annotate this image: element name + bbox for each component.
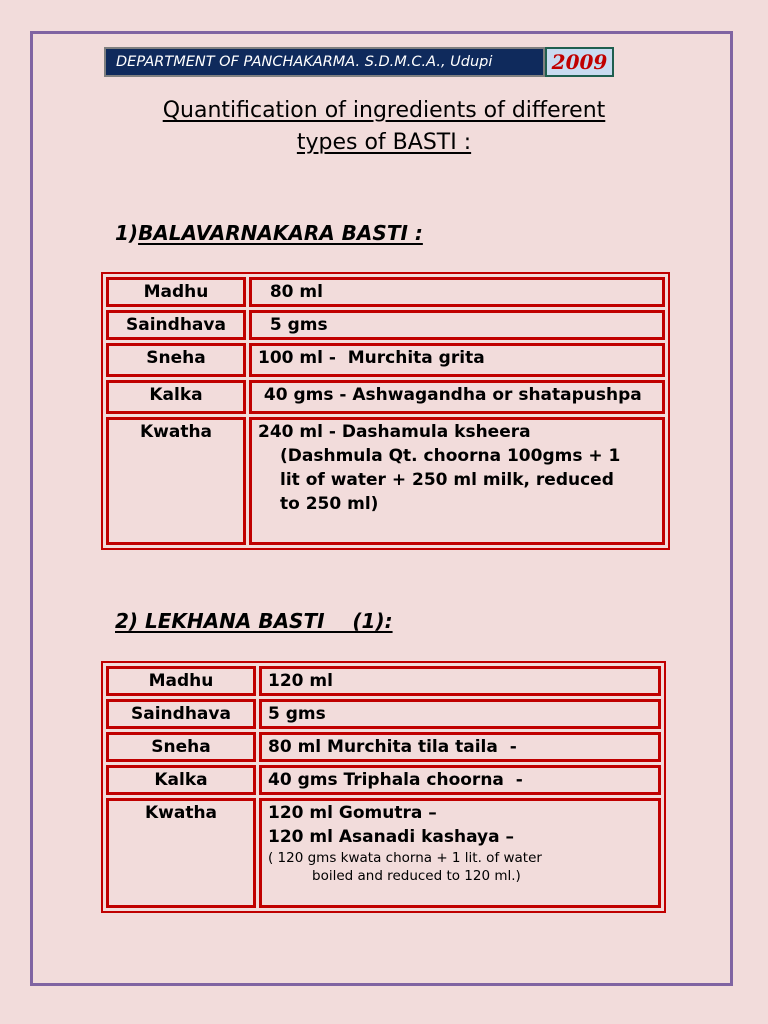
table-row — [106, 699, 661, 729]
value-line: lit of water + 250 ml milk, reduced — [280, 470, 614, 490]
ingredient-name: Kalka — [106, 380, 246, 414]
title-line-1: Quantification of ingredients of different — [162, 98, 606, 123]
ingredient-name: Kalka — [106, 765, 256, 795]
ingredient-name: Madhu — [106, 277, 246, 307]
ingredient-name: Madhu — [106, 666, 256, 696]
table-row — [106, 732, 661, 762]
section1-heading — [115, 221, 423, 245]
year-badge: 2009 — [545, 47, 614, 77]
value-line: to 250 ml) — [280, 494, 379, 514]
document-title — [80, 95, 688, 159]
department-name: DEPARTMENT OF PANCHAKARMA. — [116, 54, 361, 70]
ingredient-value: 5 gms — [249, 310, 665, 340]
section1-title: BALAVARNAKARA BASTI : — [138, 221, 423, 245]
table-row — [106, 310, 665, 340]
value-note-line: boiled and reduced to 120 ml.) — [312, 868, 521, 884]
value-line: (Dashmula Qt. choorna 100gms + 1 — [280, 446, 621, 466]
section1-table — [101, 272, 670, 550]
ingredient-value: 5 gms — [259, 699, 661, 729]
ingredient-name: Sneha — [106, 732, 256, 762]
title-line-2: types of BASTI : — [296, 130, 472, 155]
ingredient-name: Kwatha — [106, 417, 246, 545]
table-row — [106, 765, 661, 795]
table-row — [106, 277, 665, 307]
department-banner — [104, 47, 545, 77]
ingredient-value — [249, 417, 665, 545]
table-row — [106, 798, 661, 908]
ingredient-name: Saindhava — [106, 310, 246, 340]
ingredient-value — [259, 798, 661, 908]
table-row — [106, 666, 661, 696]
ingredient-value: 40 gms - Ashwagandha or shatapushpa — [249, 380, 665, 414]
section2-table — [101, 661, 666, 913]
institution-name: S.D.M.C.A., Udupi — [360, 54, 493, 70]
ingredient-value: 80 ml — [249, 277, 665, 307]
table-row — [106, 380, 665, 414]
table-row — [106, 417, 665, 545]
section2-heading — [115, 609, 393, 633]
ingredient-name: Sneha — [106, 343, 246, 377]
ingredient-value: 100 ml - Murchita grita — [249, 343, 665, 377]
table-row — [106, 343, 665, 377]
value-note-line: ( 120 gms kwata chorna + 1 lit. of water — [268, 850, 542, 866]
ingredient-value: 40 gms Triphala choorna - — [259, 765, 661, 795]
ingredient-name: Saindhava — [106, 699, 256, 729]
value-line: 120 ml Gomutra – — [268, 803, 437, 823]
section2-title: 2) LEKHANA BASTI (1): — [115, 609, 393, 633]
ingredient-value: 120 ml — [259, 666, 661, 696]
ingredient-name: Kwatha — [106, 798, 256, 908]
value-line: 240 ml - Dashamula ksheera — [258, 422, 531, 442]
ingredient-value: 80 ml Murchita tila taila - — [259, 732, 661, 762]
value-line: 120 ml Asanadi kashaya – — [268, 827, 515, 847]
section1-number: 1) — [115, 221, 139, 245]
